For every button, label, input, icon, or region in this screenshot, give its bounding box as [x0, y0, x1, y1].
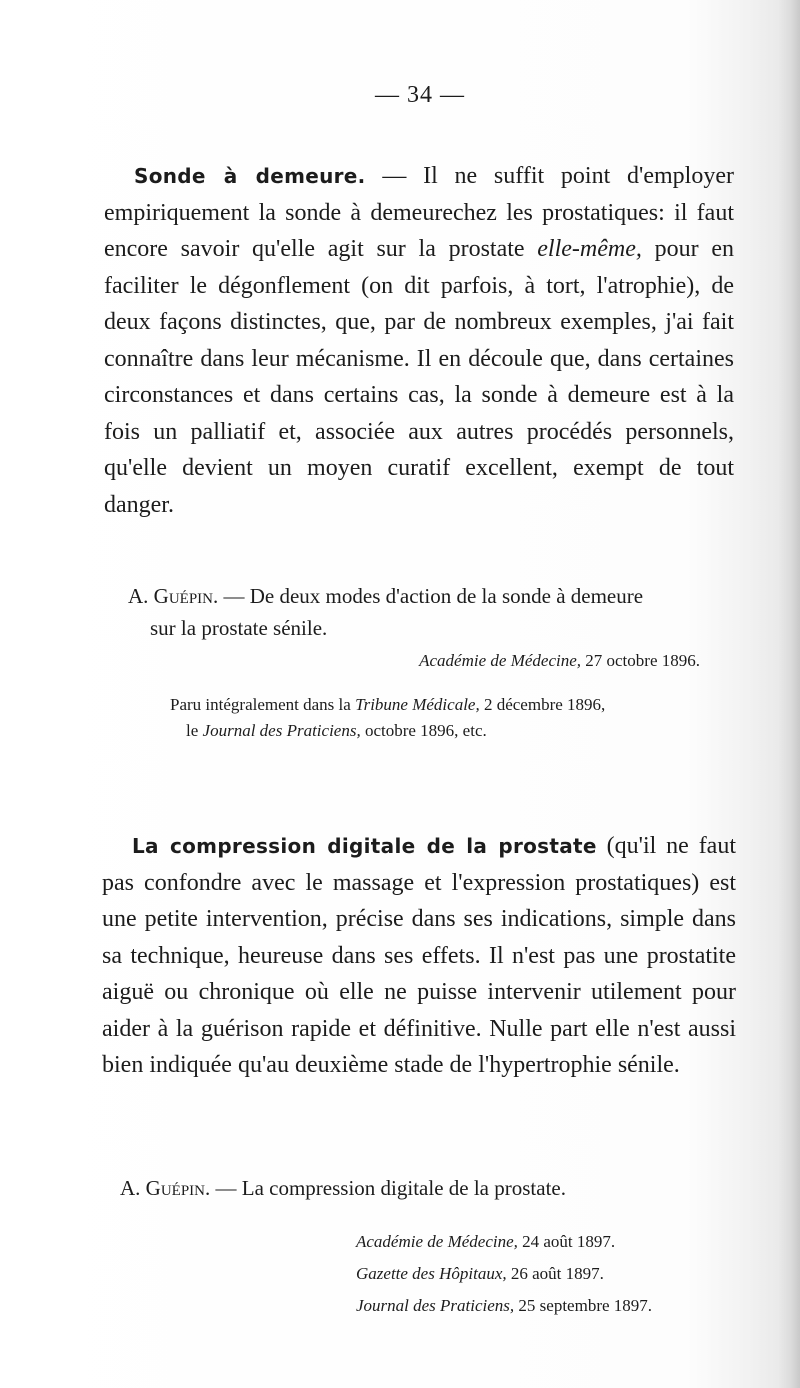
- page-number: — 34 —: [375, 82, 465, 108]
- reference-title: — La compression digitale de la prostate.: [215, 1176, 566, 1200]
- publication-date-praticiens: octobre 1896, etc.: [364, 721, 487, 740]
- reference-author: A. Guépin.: [120, 1176, 211, 1200]
- section-heading-sonde-a-demeure: Sonde à demeure.: [134, 164, 366, 188]
- reference-title-line1: — De deux modes d'action de la sonde à demeure: [223, 584, 644, 608]
- paragraph-text: (qu'il ne faut pas confondre avec le massage et l'expression prostatiques) est une petite intervention, précise dans ses indications, simple dans sa technique, heureuse dans ses effets. Il n'est pas une prostatite aiguë ou chronique où elle ne puisse intervenir utilement pour aider à la guérison rapide et définitive. Nulle part elle n'est aussi bien indiquée qu'au deuxième stade de l'hypertrophie sénile.: [102, 833, 736, 1078]
- source-line: [356, 1258, 716, 1290]
- reference-author: A. Guépin.: [128, 584, 219, 608]
- source-line: [356, 1290, 716, 1322]
- source-line: [356, 1226, 716, 1258]
- source-date: 26 août 1897.: [510, 1264, 604, 1283]
- source-journal: Académie de Médecine,: [419, 651, 582, 670]
- source-journal: Gazette des Hôpitaux,: [356, 1264, 507, 1283]
- reference-title-line2: sur la prostate sénile.: [150, 616, 328, 640]
- publication-journal-praticiens: Journal des Praticiens,: [202, 721, 361, 740]
- emphasis-text: elle-même,: [537, 236, 642, 262]
- reference-sources-list: [356, 1226, 716, 1322]
- publication-prefix-le: le: [186, 721, 199, 740]
- reference-source-academie: [180, 648, 700, 674]
- paragraph-text-continued: pour en faciliter le dégonflement (on dit parfois, à tort, l'atrophie), de deux façons distinctes, que, par de nombreux exemples, j'ai fait connaître dans leur mécanisme. Il en découle que, dans certaines circonstances et dans certains cas, la sonde à demeure est à la fois un palliatif et, associée aux autres procédés personnels, qu'elle devient un moyen curatif excellent, exempt de tout danger.: [104, 236, 734, 518]
- source-date: 25 septembre 1897.: [518, 1296, 653, 1315]
- source-journal: Académie de Médecine,: [356, 1232, 518, 1251]
- publication-prefix: Paru intégralement dans la: [170, 695, 351, 714]
- page-edge-shadow: [778, 0, 800, 1388]
- paragraph-text: — Il ne suffit point d'employer empiriquement la sonde à demeurechez les prostatiques: il faut encore savoir qu'elle agit sur la prostate: [104, 163, 734, 262]
- source-journal: Journal des Praticiens,: [356, 1296, 515, 1315]
- reference-sonde-a-demeure: [128, 580, 738, 644]
- publication-date-tribune: 2 décembre 1896,: [483, 695, 606, 714]
- source-date: 27 octobre 1896.: [585, 651, 700, 670]
- source-date: 24 août 1897.: [522, 1232, 616, 1251]
- paragraph-sonde-a-demeure: [104, 158, 734, 523]
- publication-note: [170, 692, 710, 744]
- publication-journal-tribune: Tribune Médicale,: [355, 695, 480, 714]
- reference-compression-digitale: [120, 1172, 740, 1204]
- paragraph-compression-digitale: [102, 828, 736, 1084]
- section-heading-compression-digitale: La compression digitale de la prostate: [132, 834, 597, 858]
